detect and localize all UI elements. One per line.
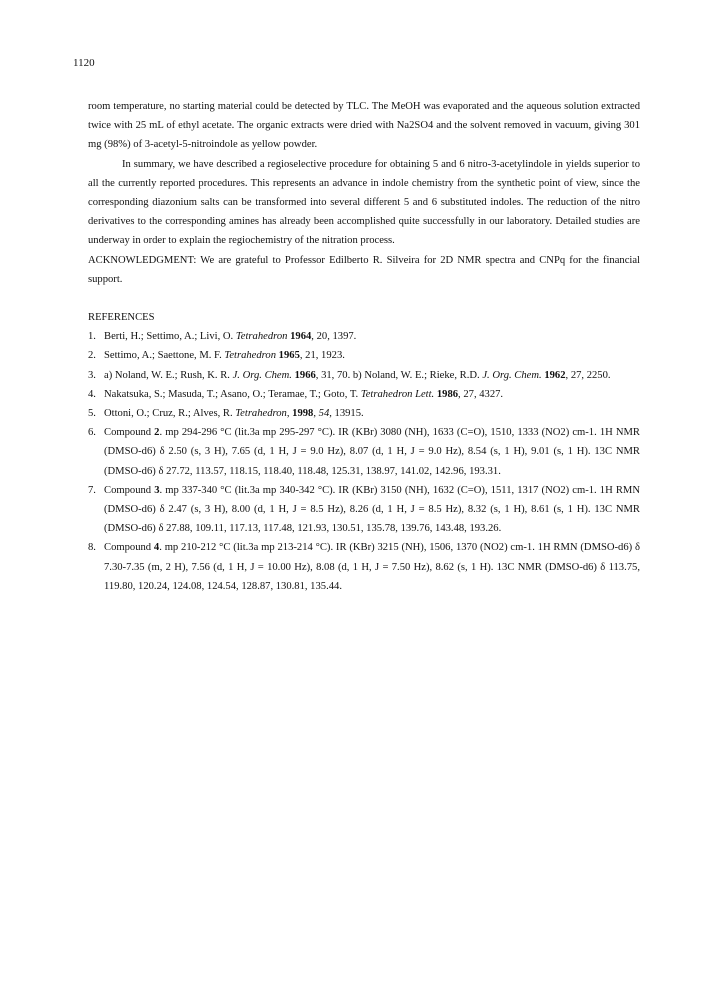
paragraph-acknowledgment: ACKNOWLEDGMENT: We are grateful to Professor Edilberto R. Silveira for 2D NMR spectra and CNPq for the financial support.	[88, 254, 640, 285]
reference-item: 6. Compound 2. mp 294-296 °C (lit.3a mp 295-297 °C). IR (KBr) 3080 (NH), 1633 (C=O), 1510, 1333 (NO2) cm-1. 1H NMR (DMSO-d6) δ 2.50 (s, 3 H), 7.65 (d, 1 H, J = 9.0 Hz), 8.07 (d, 1 H, J = 9.0 Hz), 8.54 (s, 1 H), 9.01 (s, 1 H). 13C NMR (DMSO-d6) δ 27.72, 113.57, 118.15, 118.40, 118.48, 125.31, 138.97, 141.02, 142.96, 193.31.	[88, 423, 640, 481]
reference-number: 6.	[88, 427, 96, 439]
reference-number: 3.	[88, 369, 96, 381]
references-heading: REFERENCES	[88, 312, 155, 324]
paragraph-summary: In summary, we have described a regioselective procedure for obtaining 5 and 6 nitro-3-acetylindole in yields superior to all the currently reported procedures. This represents an advance in indole chemistry from the synthetic point of view, since the corresponding diazonium salts can be transformed into several different 5 and 6 substituted indoles. The reduction of the nitro derivatives to the corresponding amines has already been accomplished quite successfully in our laboratory. Detailed studies are underway in order to explain the regiochemistry of the nitration process.	[88, 158, 640, 247]
reference-number: 7.	[88, 484, 96, 496]
page-number: 1120	[73, 57, 95, 69]
reference-item: 1. Berti, H.; Settimo, A.; Livi, O. Tetrahedron 1964, 20, 1397.	[88, 327, 640, 346]
reference-number: 2.	[88, 350, 96, 362]
reference-item: 7. Compound 3. mp 337-340 °C (lit.3a mp 340-342 °C). IR (KBr) 3150 (NH), 1632 (C=O), 1511, 1317 (NO2) cm-1. 1H RMN (DMSO-d6) δ 2.47 (s, 3 H), 8.00 (d, 1 H, J = 8.5 Hz), 8.26 (d, 1 H, J = 8.5 Hz), 8.32 (s, 1 H), 8.61 (s, 1 H). 13C NMR (DMSO-d6) δ 27.88, 109.11, 117.13, 117.48, 121.93, 130.51, 135.78, 139.76, 143.48, 193.26.	[88, 481, 640, 539]
reference-item: 5. Ottoni, O.; Cruz, R.; Alves, R. Tetrahedron, 1998, 54, 13915.	[88, 404, 640, 423]
reference-item: 4. Nakatsuka, S.; Masuda, T.; Asano, O.; Teramae, T.; Goto, T. Tetrahedron Lett. 1986, 27, 4327.	[88, 385, 640, 404]
reference-item: 8. Compound 4. mp 210-212 °C (lit.3a mp 213-214 °C). IR (KBr) 3215 (NH), 1506, 1370 (NO2) cm-1. 1H RMN (DMSO-d6) δ 7.30-7.35 (m, 2 H), 7.56 (d, 1 H, J = 10.00 Hz), 8.08 (d, 1 H, J = 7.50 Hz), 8.62 (s, 1 H). 13C NMR (DMSO-d6) δ 113.75, 119.80, 120.24, 124.08, 124.54, 128.87, 130.81, 135.44.	[88, 538, 640, 596]
reference-item: 3. a) Noland, W. E.; Rush, K. R. J. Org. Chem. 1966, 31, 70. b) Noland, W. E.; Rieke, R.D. J. Org. Chem. 1962, 27, 2250.	[88, 366, 640, 385]
reference-list	[88, 327, 640, 596]
reference-number: 1.	[88, 331, 96, 343]
reference-item: 2. Settimo, A.; Saettone, M. F. Tetrahedron 1965, 21, 1923.	[88, 346, 640, 365]
paper-body	[88, 97, 640, 596]
reference-number: 8.	[88, 542, 96, 554]
reference-number: 4.	[88, 388, 96, 400]
paragraph-experimental: room temperature, no starting material could be detected by TLC. The MeOH was evaporated and the aqueous solution extracted twice with 25 mL of ethyl acetate. The organic extracts were dried with Na2SO4 and the solvent removed in vacuum, giving 301 mg (98%) of 3-acetyl-5-nitroindole as yellow powder.	[88, 101, 640, 151]
reference-number: 5.	[88, 408, 96, 420]
